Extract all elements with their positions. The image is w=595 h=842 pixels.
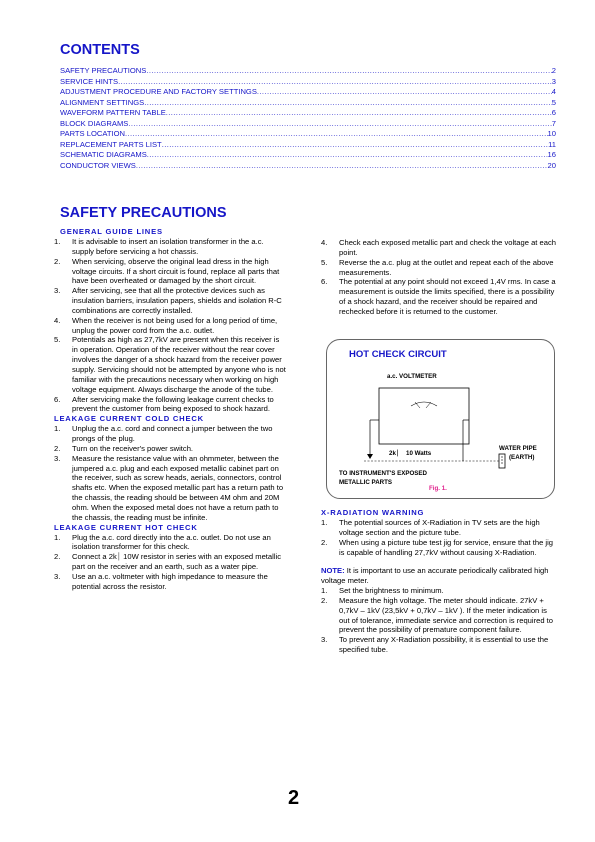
item-number: 6. [321, 277, 328, 287]
item-number: 4. [54, 315, 61, 325]
toc-leader [146, 66, 551, 77]
item-text: Unplug the a.c. cord and connect a jumper between the two prongs of the plug. [72, 424, 273, 444]
xray-heading: X-RADIATION WARNING [321, 508, 425, 517]
item-text: Check each exposed metallic part and check the voltage at each point. [339, 238, 556, 257]
list-item [54, 286, 286, 316]
item-text: Measure the high voltage. The meter should indicate. 27kV + 0,7kV – 1kV (23,5kV + 0,7kV – 1kV ). If the meter indication is out of tolerance, immediate service and correction is required to prevent the possibility of premature component failure. [339, 595, 553, 635]
list-item [54, 454, 286, 523]
item-text: Measure the resistance value with an ohmmeter, between the jumpered a.c. plug and each exposed metallic cabinet part on the receiver, such as screw heads, aerials, connectors, control shafts etc. When the exposed metallic part has a return path to the chassis, the reading should be between 4M ohm and 20M ohm. When the exposed metal does not have a return path to the chassis, the reading must be infinite. [72, 453, 284, 522]
list-item [321, 277, 557, 316]
list-item [321, 538, 557, 558]
hot-check-list [54, 533, 286, 592]
list-item [54, 552, 286, 572]
hot-check-circuit-diagram [326, 339, 555, 499]
toc-leader [136, 161, 548, 172]
item-number: 1. [54, 532, 61, 542]
item-number: 1. [54, 237, 61, 246]
item-number: 3. [321, 635, 328, 645]
item-text: To prevent any X-Radiation possibility, it is essential to use the specified tube. [339, 635, 549, 655]
item-text: Connect a 2k⏐ 10W resistor in series with an exposed metallic part on the receiver and an earth, such as a water pipe. [72, 552, 281, 572]
general-heading: GENERAL GUIDE LINES [60, 227, 163, 236]
item-number: 3. [54, 453, 61, 463]
hot-check-heading: LEAKAGE CURRENT HOT CHECK [54, 522, 198, 532]
figure-caption: Fig. 1. [429, 485, 447, 492]
hot-check-list-continued [321, 238, 557, 317]
toc-entry[interactable] [60, 129, 556, 140]
toc-entry-label: REPLACEMENT PARTS LIST [60, 139, 162, 149]
toc-entry-page: 5 [551, 97, 556, 107]
water-pipe-label: WATER PIPE [499, 445, 537, 452]
item-number: 5. [54, 335, 61, 345]
toc-leader [125, 129, 548, 140]
item-number: 2. [321, 595, 328, 605]
toc-entry-label: SAFETY PRECAUTIONS [60, 66, 147, 75]
list-item [54, 533, 286, 553]
list-item [54, 572, 286, 592]
toc-leader [118, 77, 552, 88]
toc-leader [144, 98, 552, 109]
item-text: After servicing, see that all the protective devices such as insulation barriers, insulation papers, shields and isolation R-C combinations are correctly installed. [72, 286, 282, 315]
list-item [321, 586, 557, 596]
toc-entry-label: CONDUCTOR VIEWS [60, 160, 136, 170]
item-text: Reverse the a.c. plug at the outlet and repeat each of the above measurements. [339, 257, 554, 277]
right-column-top [321, 238, 557, 317]
toc-leader [147, 150, 548, 161]
toc-leader [162, 140, 548, 151]
item-text: The potential at any point should not exceed 1,4V rms. In case a measurement is outside the limits specified, there is a possibility of a shock hazard, and the receiver should be repaired and rechecked before it is returned to the customer. [339, 277, 556, 316]
item-text: It is advisable to insert an isolation transformer in the a.c. supply before servicing a hot chassis. [72, 237, 264, 256]
item-number: 1. [54, 424, 61, 434]
toc-entry-label: WAVEFORM PATTERN TABLE [60, 108, 166, 118]
metallic-parts-label: METALLIC PARTS [339, 479, 393, 486]
list-item [54, 237, 286, 257]
toc-entry-label: BLOCK DIAGRAMS [60, 118, 129, 128]
voltmeter-label: a.c. VOLTMETER [387, 373, 437, 380]
toc-entry-label: PARTS LOCATION [60, 129, 125, 139]
item-text: The potential sources of X-Radiation in TV sets are the high voltage section and the picture tube. [339, 518, 540, 537]
toc-entry[interactable] [60, 77, 556, 88]
list-item [321, 596, 557, 635]
resistor-watt-label: 10 Watts [406, 450, 432, 457]
toc-entry-page: 2 [551, 66, 556, 75]
toc-entry[interactable] [60, 108, 556, 119]
item-number: 5. [321, 257, 328, 267]
toc-leader [257, 87, 552, 98]
item-text: Turn on the receiver's power switch. [72, 443, 194, 453]
note-paragraph [321, 566, 557, 586]
water-pipe-terminal [499, 454, 505, 468]
left-column [54, 227, 286, 592]
list-item [321, 635, 557, 655]
toc-entry-page: 11 [548, 139, 556, 149]
toc-entry[interactable] [60, 119, 556, 130]
item-number: 2. [54, 552, 61, 562]
list-item [54, 424, 286, 444]
list-item [54, 395, 286, 415]
item-text: When the receiver is not being used for a long period of time, unplug the power cord from the a.c. outlet. [72, 315, 278, 335]
toc-entry[interactable] [60, 66, 556, 77]
toc-entry-page: 6 [551, 108, 556, 118]
general-list [54, 237, 286, 414]
note-text: It is important to use an accurate periodically calibrated high voltage meter. [321, 566, 549, 586]
item-number: 3. [54, 286, 61, 296]
item-number: 2. [54, 443, 61, 453]
meter-dial [411, 402, 437, 406]
item-text: Potentials as high as 27,7kV are present when this receiver is in operation. Operation of the receiver without the rear cover involves the danger of a shock hazard from the receiver power supply. Servicing should not be attempted by anyone who is not familiar with the precautions necessary when working on high voltage equipment. Always discharge the anode of the tube. [72, 335, 286, 394]
item-number: 2. [321, 537, 328, 547]
list-item [321, 258, 557, 278]
toc-entry[interactable] [60, 98, 556, 109]
item-number: 2. [54, 256, 61, 266]
item-text: Set the brightness to minimum. [339, 586, 444, 596]
toc-entry-label: ALIGNMENT SETTINGS [60, 97, 145, 107]
toc-entry[interactable] [60, 161, 556, 172]
xray-list [321, 518, 557, 557]
table-of-contents [60, 66, 556, 171]
item-text: When servicing, observe the original lead dress in the high voltage circuits. If a short circuit is found, replace all parts that have been overheated or damaged by the short circuit. [72, 256, 280, 286]
list-item [54, 316, 286, 336]
toc-leader [128, 119, 551, 130]
toc-entry-label: SCHEMATIC DIAGRAMS [60, 150, 147, 160]
toc-entry-page: 20 [547, 160, 556, 170]
item-number: 4. [321, 238, 328, 247]
list-item [321, 238, 557, 258]
toc-entry[interactable] [60, 87, 556, 98]
toc-entry-label: ADJUSTMENT PROCEDURE AND FACTORY SETTINGS [60, 87, 257, 97]
item-text: Plug the a.c. cord directly into the a.c. outlet. Do not use an isolation transformer for this check. [72, 532, 271, 552]
voltmeter-box [379, 388, 469, 444]
list-item [54, 444, 286, 454]
note-label: NOTE: [321, 566, 345, 576]
high-voltage-steps [321, 586, 557, 655]
toc-entry-page: 10 [547, 129, 556, 139]
right-column-bottom [321, 508, 557, 655]
cold-check-list [54, 424, 286, 522]
earth-label: (EARTH) [509, 454, 535, 461]
diagram-title: HOT CHECK CIRCUIT [349, 349, 447, 360]
toc-entry-page: 7 [551, 118, 556, 128]
toc-leader [166, 108, 552, 119]
resistor-value-label: 2k⏐ [389, 450, 400, 457]
item-text: After servicing make the following leakage current checks to prevent the customer from being exposed to shock hazard. [72, 394, 274, 414]
toc-entry-label: SERVICE HINTS [60, 76, 119, 86]
list-item [54, 335, 286, 394]
toc-entry[interactable] [60, 150, 556, 161]
safety-title: SAFETY PRECAUTIONS [60, 205, 227, 221]
cold-check-heading: LEAKAGE CURRENT COLD CHECK [54, 414, 204, 424]
toc-entry-page: 3 [551, 76, 556, 86]
item-text: When using a picture tube test jig for service, ensure that the jig is capable of handling 27,7kV without causing X-Radiation. [339, 537, 554, 557]
list-item [54, 257, 286, 287]
toc-entry-page: 4 [551, 87, 556, 97]
list-item [321, 518, 557, 538]
item-number: 3. [54, 572, 61, 581]
page-number: 2 [288, 787, 300, 809]
toc-entry[interactable] [60, 140, 556, 151]
item-number: 1. [321, 518, 328, 527]
item-text: Use an a.c. voltmeter with high impedance to measure the potential across the resistor. [72, 572, 268, 591]
contents-title: CONTENTS [60, 42, 140, 58]
item-number: 6. [54, 394, 61, 404]
toc-entry-page: 16 [547, 150, 556, 160]
item-number: 1. [321, 586, 328, 596]
instrument-label: TO INSTRUMENT'S EXPOSED [339, 470, 427, 477]
